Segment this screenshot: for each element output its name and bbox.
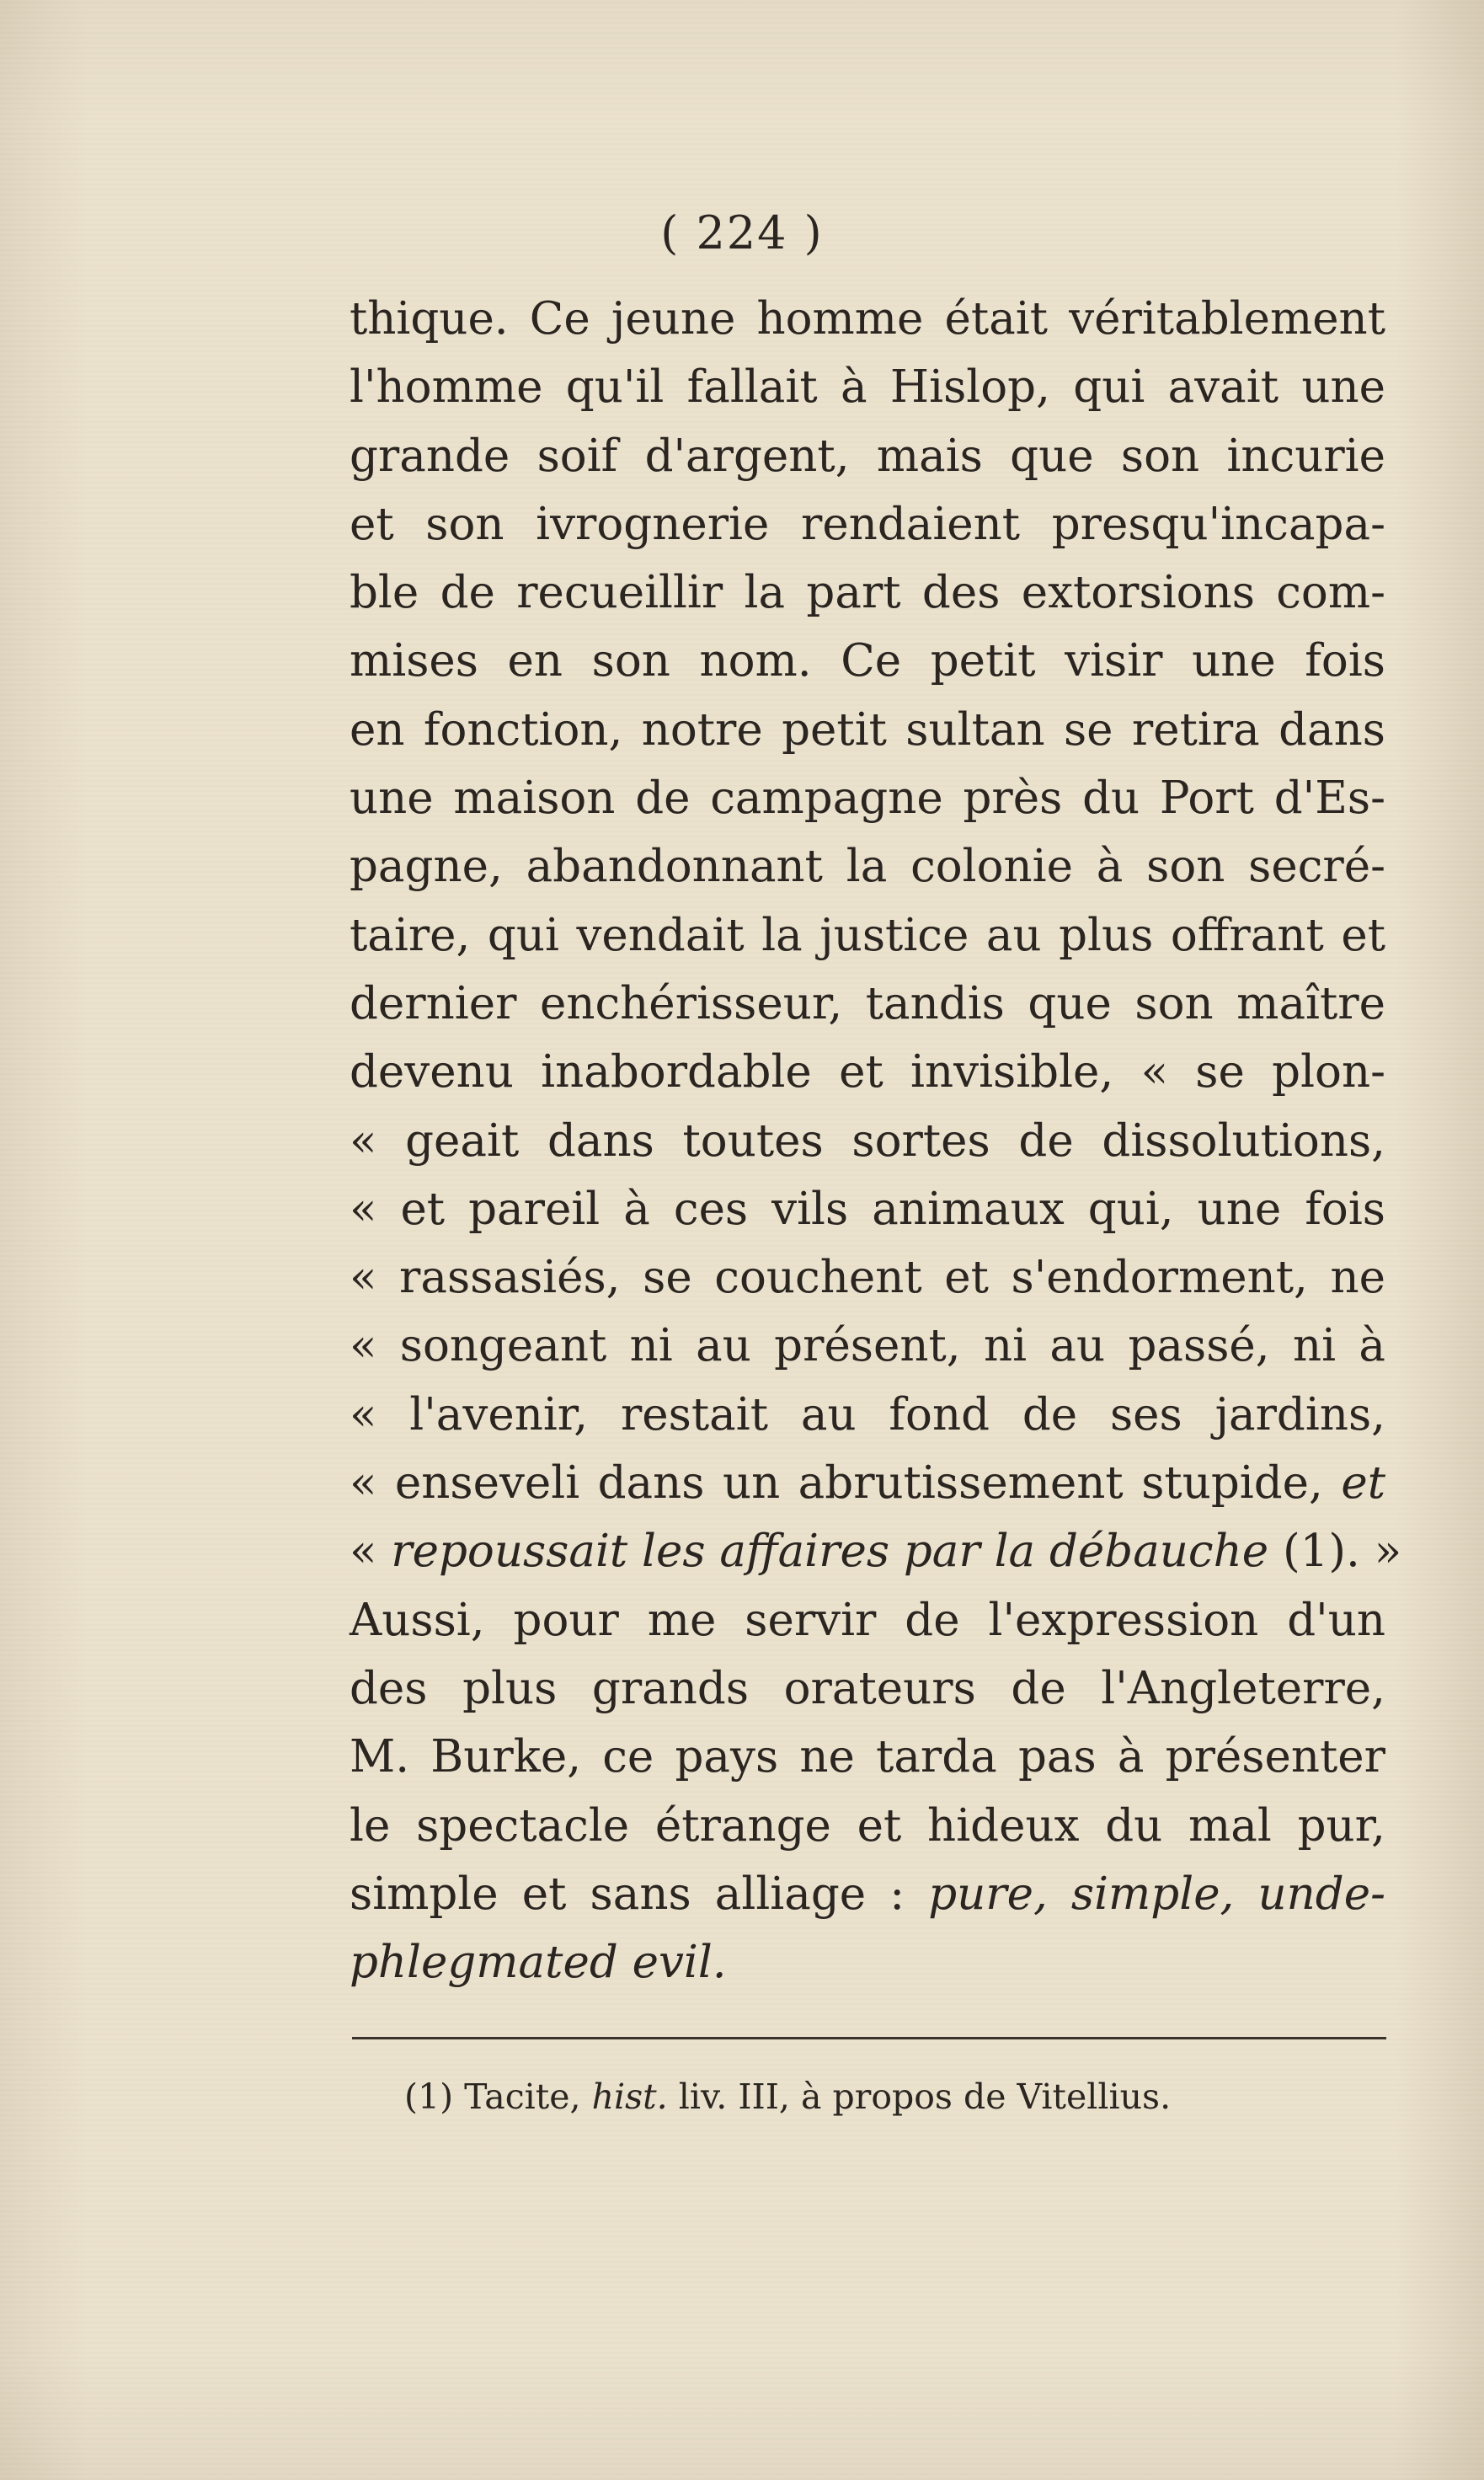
- text-line: pagne, abandonnant la colonie à son secré-: [350, 841, 1385, 893]
- text-line: devenu inabordable et invisible, « se plon-: [350, 1046, 1385, 1098]
- text-line: l'homme qu'il fallait à Hislop, qui avait une: [350, 361, 1385, 414]
- text-line: et son ivrognerie rendaient presqu'incapa-: [350, 498, 1385, 550]
- text-line: ble de recueillir la part des extorsions com-: [350, 567, 1385, 619]
- text-roman: « enseveli dans un abrutissement stupide,: [350, 1457, 1323, 1510]
- text-italic: et: [1341, 1457, 1385, 1510]
- text-line: « geait dans toutes sortes de dissolutions,: [350, 1114, 1385, 1167]
- text-italic: pure, simple, unde-: [928, 1868, 1385, 1920]
- text-line: mises en son nom. Ce petit visir une fois: [350, 635, 1385, 687]
- text-line: en fonction, notre petit sultan se retira dans: [350, 703, 1385, 756]
- text-line: « l'avenir, restait au fond de ses jardins,: [350, 1388, 1385, 1440]
- footnote-part: liv. III, à propos de Vitellius.: [678, 2076, 1172, 2117]
- quote-mark: «: [350, 1526, 377, 1578]
- footnote-rule: [352, 2037, 1386, 2039]
- footnote: [404, 2076, 1171, 2117]
- text-line: grande soif d'argent, mais que son incurie: [350, 430, 1385, 482]
- text-line: « et pareil à ces vils animaux qui, une fois: [350, 1183, 1385, 1235]
- text-italic: repoussait les affaires par la débauche: [391, 1526, 1269, 1578]
- page-number: ( 224 ): [660, 206, 824, 259]
- text-italic: phlegmated evil.: [350, 1937, 727, 1989]
- text-line: une maison de campagne près du Port d'Es-: [350, 772, 1385, 825]
- text-line: thique. Ce jeune homme était véritablement: [350, 293, 1385, 345]
- text-line: dernier enchérisseur, tandis que son maître: [350, 977, 1385, 1029]
- text-line: [350, 1449, 1385, 1517]
- footnote-reference: (1). »: [1282, 1526, 1402, 1578]
- text-line: des plus grands orateurs de l'Angleterre,: [350, 1662, 1385, 1714]
- text-line: [350, 1928, 1385, 1996]
- text-line: Aussi, pour me servir de l'expression d'un: [350, 1594, 1385, 1646]
- text-line: M. Burke, ce pays ne tarda pas à présenter: [350, 1731, 1385, 1783]
- text-line: [350, 1517, 1402, 1585]
- body-text: [350, 285, 1402, 1996]
- text-line: [350, 1860, 1385, 1928]
- footnote-part: (1) Tacite,: [404, 2076, 581, 2117]
- footnote-italic: hist.: [591, 2076, 668, 2117]
- text-line: « rassasiés, se couchent et s'endorment, ne: [350, 1252, 1385, 1304]
- text-line: « songeant ni au présent, ni au passé, ni à: [350, 1320, 1385, 1372]
- text-line: le spectacle étrange et hideux du mal pur,: [350, 1799, 1385, 1852]
- text-roman: simple et sans alliage :: [350, 1868, 905, 1920]
- text-line: taire, qui vendait la justice au plus offrant et: [350, 909, 1385, 961]
